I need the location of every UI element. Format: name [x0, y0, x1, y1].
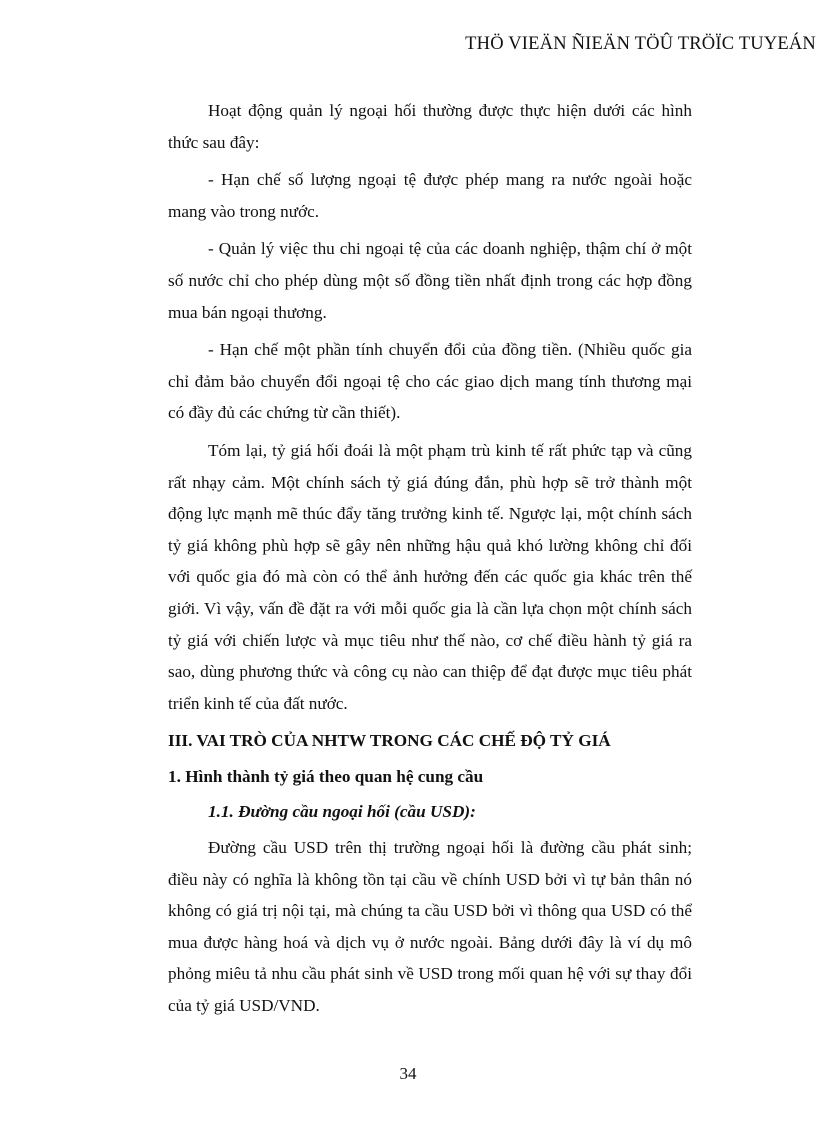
- section-heading: III. VAI TRÒ CỦA NHTW TRONG CÁC CHẾ ĐỘ TỶ GIÁ: [168, 731, 611, 751]
- page-body: [168, 95, 692, 1028]
- list-item-manage-spending: - Quản lý việc thu chi ngoại tệ của các doanh nghiệp, thậm chí ở một số nước chỉ cho phép dùng một số đồng tiền nhất định trong các hợp đồng mua bán ngoại thương.: [168, 239, 692, 322]
- list-item-limit-currency: - Hạn chế số lượng ngoại tệ được phép mang ra nước ngoài hoặc mang vào trong nước.: [168, 170, 692, 221]
- paragraph-demand-curve: Đường cầu USD trên thị trường ngoại hối là đường cầu phát sinh; điều này có nghĩa là không tồn tại cầu về chính USD bởi vì tự bản thân nó không có giá trị nội tại, mà chúng ta cầu USD bởi vì thông qua USD có thể mua được hàng hoá và dịch vụ ở nước ngoài. Bảng dưới đây là ví dụ mô phỏng miêu tả nhu cầu phát sinh về USD trong mối quan hệ với sự thay đổi của tỷ giá USD/VND.: [168, 838, 692, 1016]
- subsection-heading: 1. Hình thành tỷ giá theo quan hệ cung cầu: [168, 766, 484, 786]
- subsubsection-heading: 1.1. Đường cầu ngoại hối (cầu USD):: [208, 802, 476, 822]
- running-header: THÖ VIEÄN ÑIEÄN TÖÛ TRÖÏC TUYEÁN: [465, 34, 816, 54]
- paragraph-intro: Hoạt động quản lý ngoại hối thường được thực hiện dưới các hình thức sau đây:: [168, 101, 692, 152]
- paragraph-summary: Tóm lại, tỷ giá hối đoái là một phạm trù kinh tế rất phức tạp và cũng rất nhạy cảm. Một chính sách tỷ giá đúng đắn, phù hợp sẽ trở thành một động lực mạnh mẽ thúc đẩy tăng trưởng kinh tế. Ngược lại, một chính sách tỷ giá không phù hợp sẽ gây nên những hậu quả khó lường không chỉ đối với quốc gia đó mà còn có thể ảnh hưởng đến các quốc gia khác trên thế giới. Vì vậy, vấn đề đặt ra với mỗi quốc gia là cần lựa chọn một chính sách tỷ giá với chiến lược và mục tiêu như thế nào, cơ chế điều hành tỷ giá ra sao, dùng phương thức và công cụ nào can thiệp để đạt được mục tiêu phát triển kinh tế của đất nước.: [168, 440, 692, 713]
- list-item-limit-convertibility: - Hạn chế một phần tính chuyển đổi của đồng tiền. (Nhiều quốc gia chỉ đảm bảo chuyển đổi ngoại tệ cho các giao dịch mang tính thương mại có đầy đủ các chứng từ cần thiết).: [168, 340, 692, 423]
- page-number: 34: [399, 1064, 417, 1083]
